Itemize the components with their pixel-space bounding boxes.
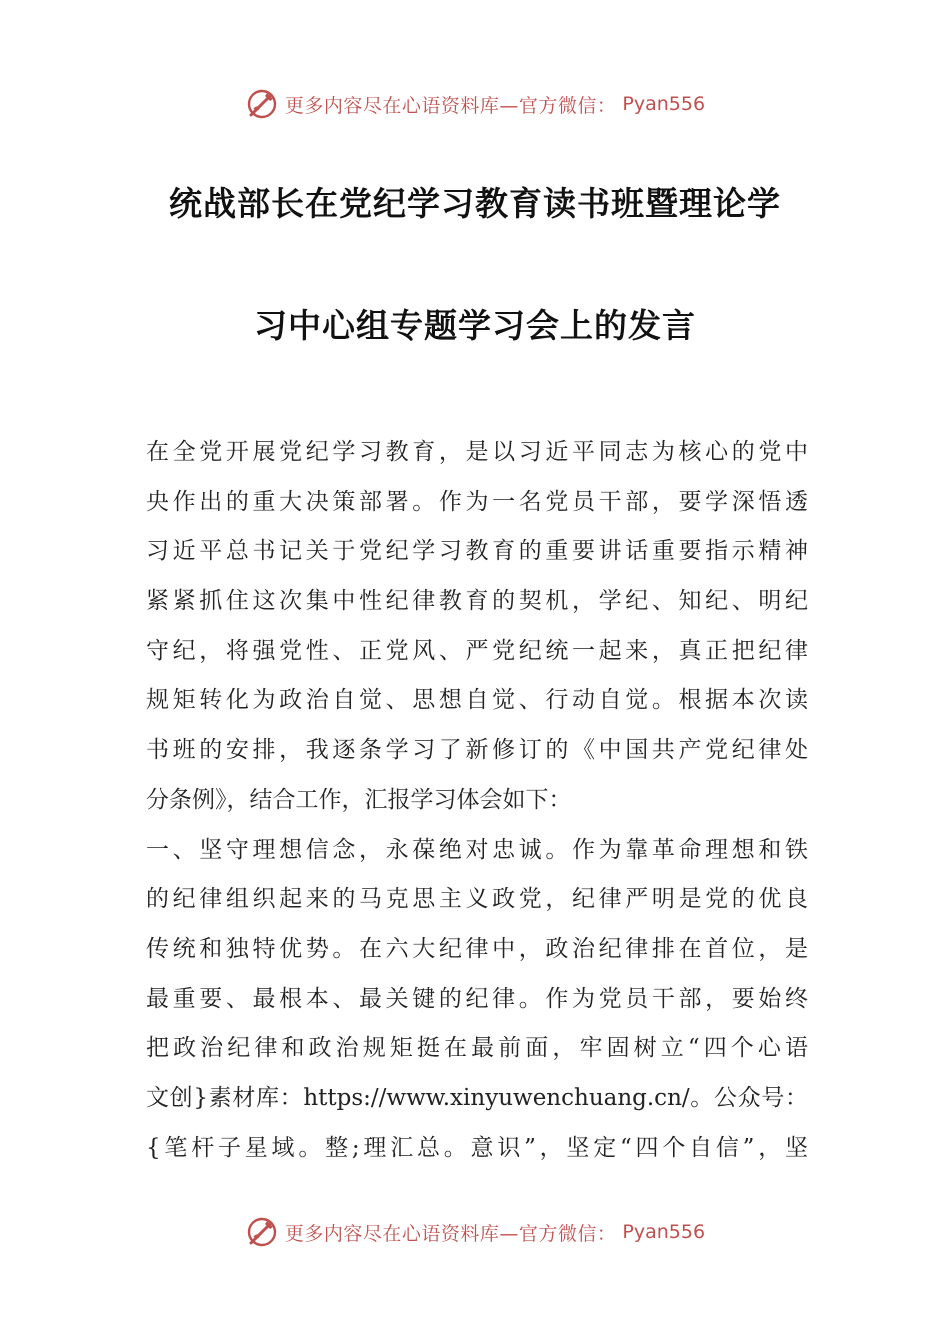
header-watermark [0,84,950,124]
document-body [146,428,808,1173]
body-line: 把政治纪律和政治规矩挺在最前面，牢固树立“四个心语 [146,1035,808,1062]
body-line: 习近平总书记关于党纪学习教育的重要讲话重要指示精神 [146,538,808,565]
body-line: {笔杆子星域。整;理汇总。意识”，坚定“四个自信”，坚 [146,1134,808,1161]
body-line: 书班的安排，我逐条学习了新修订的《中国共产党纪律处 [146,737,808,764]
watermark-wechat-id: Pyan556 [622,1221,706,1243]
watermark-text: 更多内容尽在心语资料库—官方微信： [284,94,617,117]
body-line: 守纪，将强党性、正党风、严党纪统一起来，真正把纪律 [146,637,808,664]
body-line: 传统和独特优势。在六大纪律中，政治纪律排在首位，是 [146,935,808,962]
document-title-line-1: 统战部长在党纪学习教育读书班暨理论学 [169,184,781,223]
footer-watermark [0,1212,950,1252]
pen-logo-icon [245,1215,279,1249]
body-line: 央作出的重大决策部署。作为一名党员干部，要学深悟透 [146,488,808,515]
body-line: 规矩转化为政治自觉、思想自觉、行动自觉。根据本次读 [146,687,808,714]
body-line: 分条例》，结合工作，汇报学习体会如下： [146,786,572,813]
watermark-wechat-id: Pyan556 [622,93,706,115]
body-line: 文创}素材库：https://www.xinyuwenchuang.cn/。公众号： [146,1084,808,1111]
body-line: 一、坚守理想信念，永葆绝对忠诚。作为靠革命理想和铁 [146,836,808,863]
body-line: 最重要、最根本、最关键的纪律。作为党员干部，要始终 [146,985,808,1012]
body-line: 的纪律组织起来的马克思主义政党，纪律严明是党的优良 [146,886,808,913]
document-title-line-2: 习中心组专题学习会上的发言 [254,306,696,345]
body-line: 在全党开展党纪学习教育，是以习近平同志为核心的党中 [146,439,808,465]
pen-logo-icon [245,87,279,121]
body-line: 紧紧抓住这次集中性纪律教育的契机，学纪、知纪、明纪 [146,588,808,615]
watermark-text: 更多内容尽在心语资料库—官方微信： [284,1222,617,1245]
